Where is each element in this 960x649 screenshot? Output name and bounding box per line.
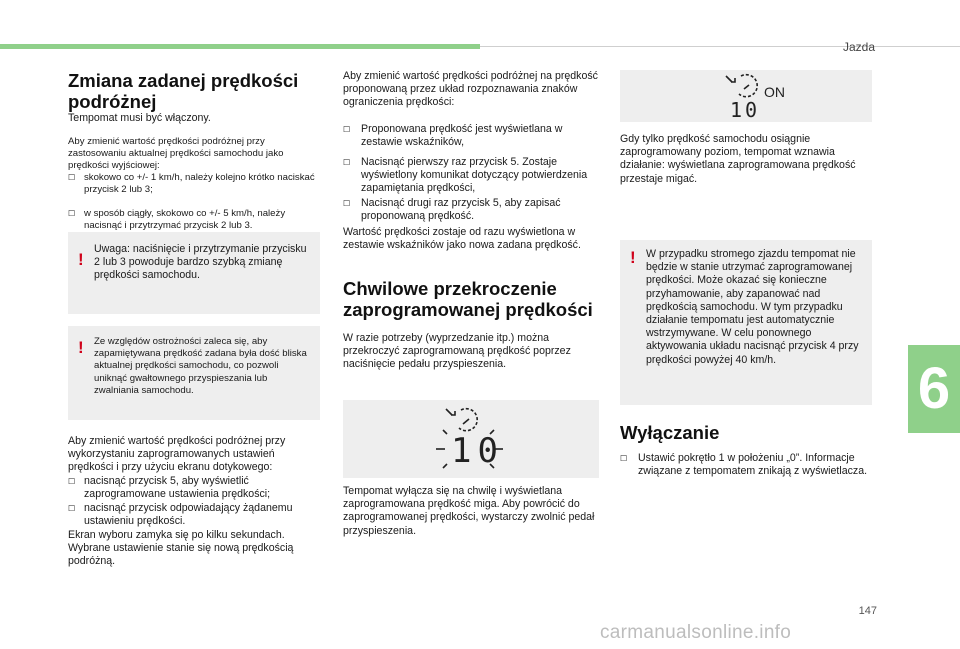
display-illustration xyxy=(343,400,599,478)
heading-change-speed: Zmiana zadanej prędkości podróżnej xyxy=(68,70,299,112)
list-item xyxy=(620,452,872,478)
paragraph: Ekran wyboru zamyka się po kilku sekundach. Wybrane ustawienie stanie się nową prędkością podróżną. xyxy=(68,529,294,568)
section-title: Jazda xyxy=(842,40,875,54)
list-item-text: Nacisnąć pierwszy raz przycisk 5. Zostaje wyświetlony komunikat dotyczący potwierdzenia zapamiętania prędkości, xyxy=(361,156,588,195)
arrow-square-icon: ☐ xyxy=(620,454,628,463)
paragraph: Aby zmienić wartość prędkości podróżnej przy wykorzystaniu zaprogramowanych ustawień prędkości i przy użyciu ekranu dotykowego: xyxy=(68,435,286,474)
header-accent-bar xyxy=(0,44,480,49)
warning-text: Ze względów ostrożności zaleca się, aby zapamiętywana prędkość zadana była dość bliska aktualnej prędkości samochodu, co pozwoli uniknąć gwałtownego przyspieszania lub zwalniania samochodu. xyxy=(94,336,307,396)
list-item-text: w sposób ciągły, skokowo co +/- 5 km/h, należy nacisnąć i przytrzymać przycisk 2 lub 3. xyxy=(84,208,286,232)
list-item-text: Proponowana prędkość jest wyświetlana w zestawie wskaźników, xyxy=(361,123,563,149)
list-item xyxy=(68,502,320,528)
list-item-text: nacisnąć przycisk odpowiadający żądanemu ustawieniu prędkości. xyxy=(84,502,293,528)
list-item xyxy=(68,208,320,232)
paragraph: Aby zmienić wartość prędkości podróżnej na prędkość proponowaną przez układ rozpoznawania znaków ograniczenia prędkości: xyxy=(343,70,598,109)
list-item xyxy=(343,156,599,196)
arrow-square-icon: ☐ xyxy=(68,173,76,182)
list-item xyxy=(68,475,320,501)
paragraph: W razie potrzeby (wyprzedzanie itp.) można przekroczyć zaprogramowaną prędkość poprzez naciśnięcie pedału przyspieszenia. xyxy=(343,332,571,371)
list-item-text: Ustawić pokrętło 1 w położeniu „0”. Informacje związane z tempomatem znikają z wyświetlacza. xyxy=(638,452,868,478)
list-item xyxy=(68,172,320,196)
arrow-square-icon: ☐ xyxy=(68,477,76,486)
warning-box xyxy=(68,232,320,314)
intro-text: Tempomat musi być włączony. xyxy=(68,112,211,124)
paragraph: Aby zmienić wartość prędkości podróżnej przy zastosowaniu aktualnej prędkości samochodu jako prędkości wyjściowej: xyxy=(68,136,284,172)
exclamation-icon: ! xyxy=(78,250,84,269)
paragraph: Gdy tylko prędkość samochodu osiągnie zaprogramowany poziom, tempomat wznawia działanie: wyświetlana zaprogramowana prędkość przestaje migać. xyxy=(620,133,856,185)
header-rule xyxy=(480,46,960,47)
arrow-square-icon: ☐ xyxy=(68,504,76,513)
heading-exceed-speed: Chwilowe przekroczenie zaprogramowanej prędkości xyxy=(343,278,593,320)
page-number: 147 xyxy=(858,605,877,617)
paragraph: Tempomat wyłącza się na chwilę i wyświetlana zaprogramowana prędkość miga. Aby powrócić do zaprogramowanej prędkości, wystarczy zwolnić pedał przyspieszenia. xyxy=(343,485,595,537)
speed-value: 10 xyxy=(730,98,761,122)
list-item xyxy=(343,123,599,149)
on-label: ON xyxy=(764,84,785,100)
exclamation-icon: ! xyxy=(630,248,636,267)
arrow-square-icon: ☐ xyxy=(343,199,351,208)
arrow-square-icon: ☐ xyxy=(68,209,76,218)
list-item-text: skokowo co +/- 1 km/h, należy kolejno krótko naciskać przycisk 2 lub 3; xyxy=(84,172,315,196)
warning-box xyxy=(620,240,872,405)
warning-text: W przypadku stromego zjazdu tempomat nie będzie w stanie utrzymać zaprogramowanej prędkości. Może okazać się konieczne przyhamowanie, aby zapanować nad prędkością samochodu. W tym przypadku działanie tempomatu jest automatycznie wstrzymywane. W celu ponownego aktywowania układu nacisnąć przycisk 4 przy prędkości powyżej 40 km/h. xyxy=(646,248,859,366)
watermark: carmanualsonline.info xyxy=(600,622,792,643)
speed-value: 10 xyxy=(451,431,504,471)
warning-text: Uwaga: naciśnięcie i przytrzymanie przycisku 2 lub 3 powoduje bardzo szybką zmianę prędkości samochodu. xyxy=(94,243,307,282)
heading-switch-off: Wyłączanie xyxy=(620,422,720,443)
warning-box xyxy=(68,326,320,420)
arrow-square-icon: ☐ xyxy=(343,125,351,134)
paragraph: Wartość prędkości zostaje od razu wyświetlona w zestawie wskaźników jako nowa zadana prędkość. xyxy=(343,226,581,252)
arrow-square-icon: ☐ xyxy=(343,158,351,167)
list-item-text: Nacisnąć drugi raz przycisk 5, aby zapisać proponowaną prędkość. xyxy=(361,197,561,223)
exclamation-icon: ! xyxy=(78,338,84,357)
list-item xyxy=(343,197,599,223)
list-item-text: nacisnąć przycisk 5, aby wyświetlić zaprogramowane ustawienia prędkości; xyxy=(84,475,271,501)
chapter-tab: 6 xyxy=(908,345,960,433)
display-illustration xyxy=(620,70,872,122)
